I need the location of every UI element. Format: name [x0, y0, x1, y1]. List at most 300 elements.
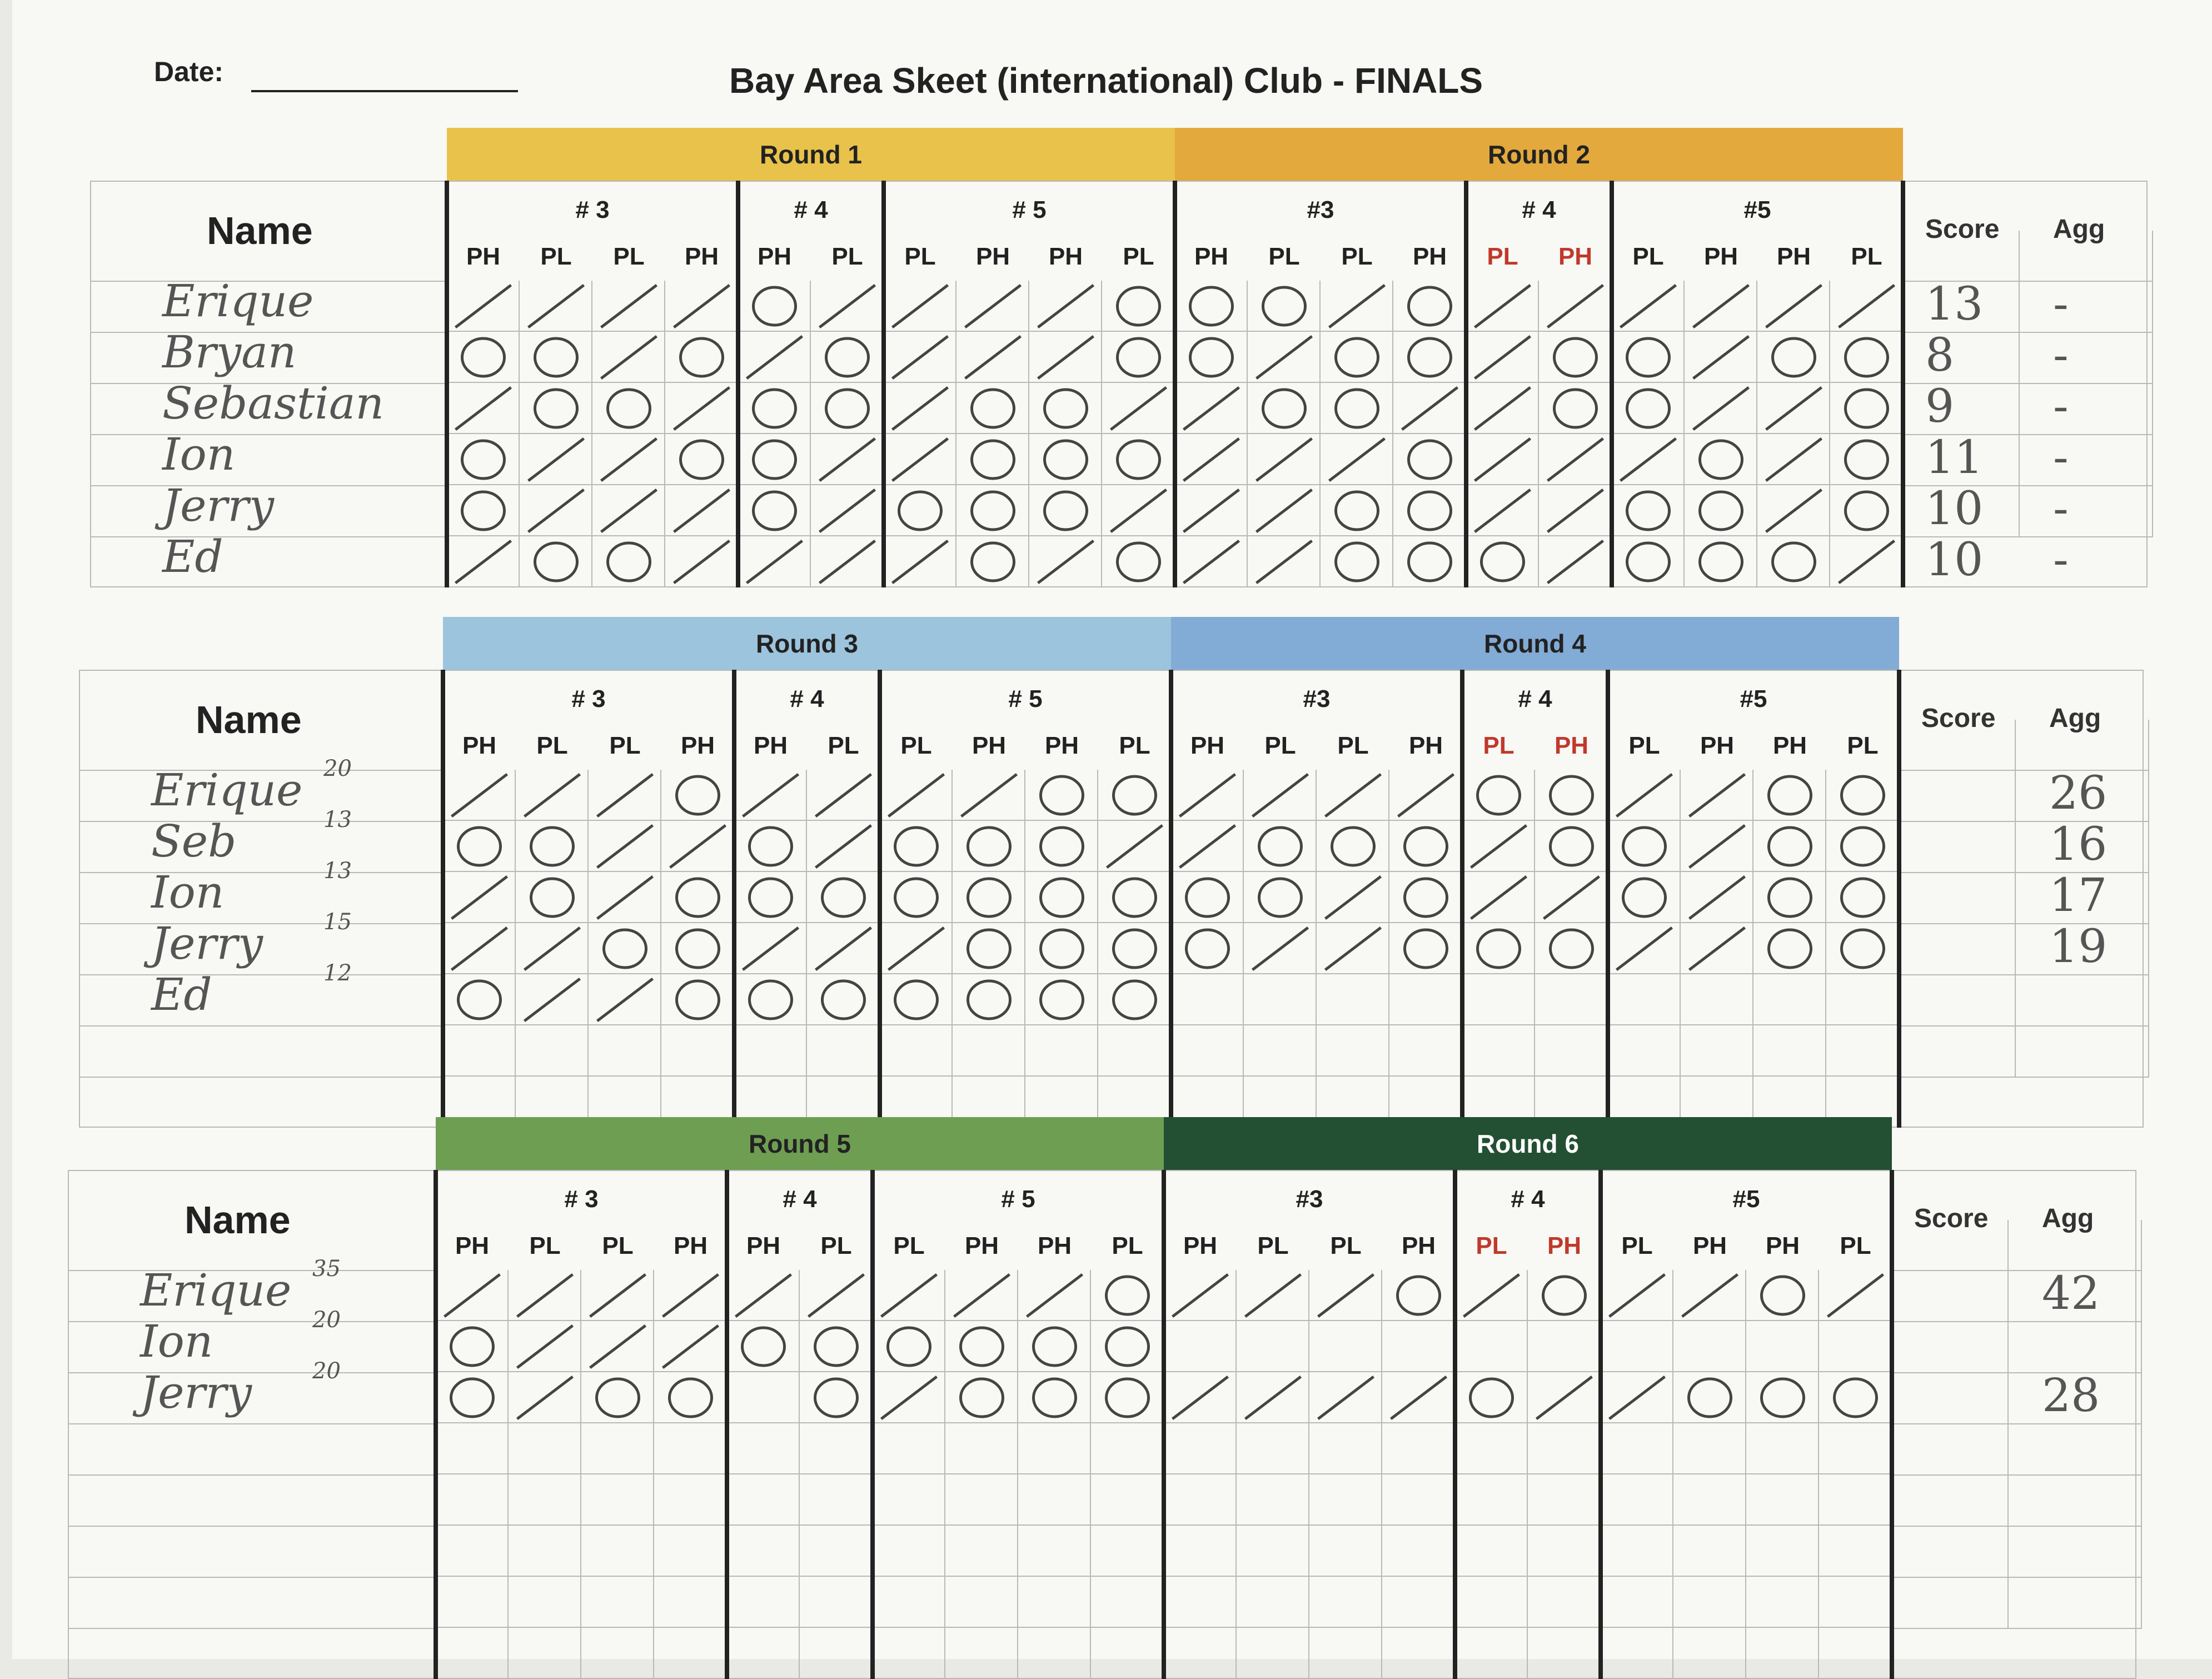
column-label: PH [1401, 1232, 1436, 1259]
miss-mark [597, 1379, 639, 1417]
name-cell [68, 1476, 436, 1527]
agg-value: - [2053, 534, 2069, 586]
station-label: # 4 [790, 685, 824, 713]
shooter-name: Jerry [140, 1367, 252, 1418]
shooter-name: Jerry [162, 480, 275, 531]
miss-mark [531, 879, 574, 916]
miss-mark [1773, 338, 1815, 376]
miss-mark [451, 1379, 494, 1417]
score-cell [1455, 1474, 1528, 1526]
score-cell [1091, 1628, 1164, 1679]
miss-mark [888, 1328, 930, 1366]
miss-mark [1627, 390, 1670, 427]
hit-mark [1253, 928, 1308, 970]
column-label: PL [536, 732, 568, 759]
miss-mark [1398, 1277, 1440, 1314]
miss-mark [1689, 1379, 1731, 1417]
score-cell [654, 1628, 727, 1679]
station-label: # 5 [1012, 196, 1047, 223]
shooter-subtotal: 13 [323, 858, 352, 884]
miss-mark [1041, 776, 1083, 814]
station-label: #3 [1307, 196, 1334, 223]
miss-mark [1041, 930, 1083, 968]
score-cell-total [1892, 1527, 2009, 1578]
score-column-header: Score [1914, 1204, 1989, 1233]
score-cell [1237, 1628, 1309, 1679]
column-label: PH [684, 243, 719, 270]
score-cell [1746, 1474, 1819, 1526]
miss-mark [1835, 1379, 1877, 1417]
score-cell [1746, 1628, 1819, 1679]
agg-column-header: Agg [2049, 704, 2101, 733]
miss-mark [895, 879, 938, 916]
hit-mark [809, 1274, 864, 1317]
miss-mark [750, 879, 792, 916]
hit-mark [816, 774, 871, 816]
column-label: PH [1408, 732, 1443, 759]
score-cell [509, 1526, 581, 1577]
miss-mark [1107, 1277, 1149, 1314]
hit-mark [674, 285, 730, 327]
shooter-name: Erique [151, 764, 303, 816]
score-cell [509, 1628, 581, 1679]
score-cell [581, 1628, 654, 1679]
miss-mark [754, 441, 796, 479]
hit-mark [743, 928, 799, 970]
score-cell [1601, 1423, 1673, 1474]
name-cell [79, 822, 443, 873]
shot-marks-row [447, 434, 1903, 485]
column-label: PL [1632, 243, 1664, 270]
miss-mark [1409, 492, 1451, 530]
agg-value: - [2053, 278, 2069, 331]
hit-mark [1471, 876, 1527, 919]
hit-mark [601, 490, 657, 532]
column-label: PL [609, 732, 641, 759]
hit-mark [517, 1377, 573, 1419]
miss-mark [535, 390, 577, 427]
shooter-name: Ion [140, 1316, 213, 1367]
hit-mark [1471, 825, 1527, 868]
miss-mark [1623, 879, 1666, 916]
score-cell [1819, 1474, 1892, 1526]
miss-mark [972, 390, 1014, 427]
score-cell [800, 1628, 873, 1679]
miss-mark [462, 441, 505, 479]
miss-mark [1769, 828, 1811, 865]
score-cell [1309, 1628, 1382, 1679]
hit-mark [889, 774, 944, 816]
agg-cell [2009, 1578, 2142, 1629]
column-label: PH [964, 1232, 999, 1259]
score-cell [1528, 1423, 1601, 1474]
hit-mark [816, 928, 871, 970]
hit-mark [965, 336, 1021, 378]
agg-cell [2020, 333, 2153, 384]
column-divider [1453, 1170, 1457, 1679]
hit-mark [674, 387, 730, 430]
hit-mark [1107, 825, 1163, 868]
score-cell [1673, 1423, 1746, 1474]
agg-cell [2020, 486, 2153, 537]
miss-mark [968, 930, 1010, 968]
shooter-name: Erique [162, 275, 314, 327]
score-cell [661, 1025, 734, 1077]
score-cell [1608, 1025, 1681, 1077]
miss-mark [677, 776, 719, 814]
miss-mark [823, 981, 865, 1019]
score-cell [1018, 1628, 1091, 1679]
hit-mark [1548, 439, 1603, 481]
miss-mark [1263, 287, 1306, 325]
hit-mark [965, 285, 1021, 327]
hit-mark [674, 490, 730, 532]
miss-mark [1190, 287, 1233, 325]
column-label: PL [1257, 1232, 1289, 1259]
hit-mark [1693, 285, 1749, 327]
score-cell [1382, 1628, 1455, 1679]
miss-mark [968, 981, 1010, 1019]
score-cell [1164, 1628, 1237, 1679]
station-label: # 4 [1511, 1185, 1545, 1213]
miss-mark [1405, 879, 1447, 916]
name-cell [79, 720, 443, 771]
score-cell [1528, 1474, 1601, 1526]
hit-mark [597, 774, 653, 816]
agg-cell [2020, 435, 2153, 486]
miss-mark [531, 828, 574, 865]
score-cell [1244, 1025, 1317, 1077]
hit-mark [1617, 928, 1672, 970]
miss-mark [823, 879, 865, 916]
miss-mark [1114, 930, 1156, 968]
hit-mark [525, 774, 580, 816]
miss-mark [1107, 1379, 1149, 1417]
miss-mark [1114, 879, 1156, 916]
score-cell [1025, 1025, 1098, 1077]
score-cell [1601, 1474, 1673, 1526]
score-cell [1309, 1526, 1382, 1577]
miss-mark [1409, 441, 1451, 479]
shooter-subtotal: 13 [323, 807, 352, 833]
hit-mark [1184, 439, 1239, 481]
score-cell [1819, 1628, 1892, 1679]
score-cell [1819, 1577, 1892, 1628]
hit-mark [525, 979, 580, 1021]
name-cell [68, 1220, 436, 1271]
shot-marks-row [447, 485, 1903, 536]
score-cell [1382, 1577, 1455, 1628]
hit-mark [1111, 490, 1167, 532]
hit-mark [820, 490, 875, 532]
hit-mark [1548, 541, 1603, 583]
round-band: Round 5 [436, 1117, 1164, 1170]
agg-value: 26 [2049, 767, 2108, 820]
score-cell [1746, 1526, 1819, 1577]
agg-value: - [2053, 431, 2069, 484]
score-cell [509, 1423, 581, 1474]
column-label: PH [1044, 732, 1079, 759]
column-label: PH [1412, 243, 1447, 270]
column-label: PL [1476, 1232, 1507, 1259]
hit-mark [1180, 825, 1235, 868]
agg-cell [2009, 1527, 2142, 1578]
agg-cell [2009, 1476, 2142, 1527]
station-label: # 4 [783, 1185, 817, 1213]
score-cell-total [1892, 1476, 2009, 1527]
miss-mark [1405, 930, 1447, 968]
miss-mark [1034, 1328, 1076, 1366]
station-label: #5 [1732, 1185, 1760, 1213]
score-cell [1164, 1423, 1237, 1474]
hit-mark [1246, 1377, 1301, 1419]
column-label: PL [900, 732, 932, 759]
miss-mark [535, 543, 577, 581]
miss-mark [750, 981, 792, 1019]
score-cell [1455, 1423, 1528, 1474]
score-cell-total [1899, 771, 2016, 822]
shot-marks-row [436, 1321, 1892, 1372]
miss-mark [1045, 441, 1087, 479]
score-cell [1528, 1577, 1601, 1628]
column-label: PL [1621, 1232, 1653, 1259]
score-cell [1601, 1526, 1673, 1577]
hit-mark [1690, 774, 1745, 816]
score-cell [581, 1526, 654, 1577]
miss-mark [1627, 492, 1670, 530]
score-cell [1819, 1423, 1892, 1474]
hit-mark [1184, 541, 1239, 583]
score-cell [727, 1474, 800, 1526]
hit-mark [1038, 336, 1094, 378]
score-cell [800, 1423, 873, 1474]
score-cell [1746, 1423, 1819, 1474]
hit-mark [452, 876, 507, 919]
hit-mark [1548, 490, 1603, 532]
hit-mark [456, 541, 511, 583]
hit-mark [1257, 490, 1312, 532]
hit-mark [1475, 490, 1531, 532]
miss-mark [1118, 287, 1160, 325]
hit-mark [1621, 439, 1676, 481]
miss-mark [1336, 390, 1378, 427]
hit-mark [1475, 285, 1531, 327]
hit-mark [525, 928, 580, 970]
miss-mark [1041, 981, 1083, 1019]
miss-mark [677, 930, 719, 968]
scoresheet-paper [12, 0, 2212, 1659]
agg-value: 28 [2042, 1369, 2100, 1422]
miss-mark [1773, 543, 1815, 581]
hit-mark [736, 1274, 791, 1317]
station-label: #3 [1296, 1185, 1323, 1213]
column-label: PL [1628, 732, 1660, 759]
score-cell [727, 1526, 800, 1577]
miss-mark [1118, 338, 1160, 376]
miss-mark [1336, 543, 1378, 581]
miss-mark [1336, 492, 1378, 530]
score-cell [1237, 1423, 1309, 1474]
column-label: PL [831, 243, 863, 270]
miss-mark [1336, 338, 1378, 376]
score-cell [1091, 1474, 1164, 1526]
miss-mark [462, 338, 505, 376]
shooter-name: Ion [162, 429, 236, 480]
hit-mark [1326, 928, 1381, 970]
miss-mark [1846, 492, 1888, 530]
miss-mark [1700, 492, 1742, 530]
station-label: # 4 [1522, 196, 1556, 223]
hit-mark [893, 336, 948, 378]
miss-mark [1623, 828, 1666, 865]
shot-marks-row [443, 770, 1899, 821]
shooter-name: Ed [151, 969, 212, 1020]
column-label: PH [1183, 1232, 1218, 1259]
score-cell [436, 1628, 509, 1679]
hit-mark [1326, 876, 1381, 919]
miss-mark [608, 390, 650, 427]
miss-mark [1769, 776, 1811, 814]
score-cell-total [1899, 1027, 2016, 1078]
miss-mark [1041, 879, 1083, 916]
hit-mark [743, 774, 799, 816]
column-label: PH [757, 243, 792, 270]
shooter-subtotal: 15 [323, 909, 352, 935]
score-cell [654, 1526, 727, 1577]
column-label: PL [1330, 1232, 1362, 1259]
score-cell [1382, 1526, 1455, 1577]
score-cell [880, 1025, 953, 1077]
score-cell [1746, 1577, 1819, 1628]
agg-value: - [2053, 329, 2069, 382]
score-cell-total [1892, 1373, 2009, 1424]
miss-mark [1259, 879, 1302, 916]
column-divider [1890, 1170, 1894, 1679]
hit-mark [1839, 285, 1895, 327]
score-cell [1462, 1025, 1535, 1077]
miss-mark [1045, 390, 1087, 427]
miss-mark [670, 1379, 712, 1417]
station-label: # 5 [1008, 685, 1043, 713]
score-cell-total [1903, 384, 2020, 435]
miss-mark [535, 338, 577, 376]
miss-mark [895, 981, 938, 1019]
column-divider [1162, 1170, 1166, 1679]
hit-mark [961, 774, 1017, 816]
score-cell [1673, 1474, 1746, 1526]
shot-marks-row [447, 332, 1903, 383]
shooter-subtotal: 20 [312, 1358, 341, 1384]
score-cell [1819, 1526, 1892, 1577]
miss-mark [1259, 828, 1302, 865]
hit-mark [1253, 774, 1308, 816]
score-cell [1673, 1577, 1746, 1628]
column-label: PL [1487, 243, 1518, 270]
miss-mark [1842, 776, 1884, 814]
name-cell [68, 1527, 436, 1578]
station-label: # 3 [571, 685, 606, 713]
hit-mark [597, 876, 653, 919]
agg-column-header: Agg [2042, 1204, 2094, 1233]
hit-mark [452, 774, 507, 816]
column-label: PL [1119, 732, 1150, 759]
score-cell [1164, 1474, 1237, 1526]
score-cell-total [1899, 924, 2016, 975]
score-cell [873, 1474, 945, 1526]
shooter-name: Ion [151, 866, 225, 918]
column-divider [725, 1170, 729, 1679]
column-label: PL [529, 1232, 561, 1259]
shooter-name: Seb [151, 815, 237, 867]
hit-mark [893, 285, 948, 327]
round-band: Round 6 [1164, 1117, 1892, 1170]
score-cell-total [1892, 1220, 2009, 1271]
miss-mark [972, 543, 1014, 581]
station-label: #3 [1303, 685, 1331, 713]
miss-mark [1107, 1328, 1149, 1366]
hit-mark [747, 541, 803, 583]
miss-mark [459, 828, 501, 865]
station-label: #5 [1743, 196, 1771, 223]
hit-mark [1318, 1377, 1374, 1419]
column-label: PH [1700, 732, 1735, 759]
shooter-subtotal: 12 [323, 960, 352, 986]
column-label: PL [904, 243, 936, 270]
column-label: PL [1483, 732, 1514, 759]
hit-mark [456, 387, 511, 430]
score-cell [436, 1474, 509, 1526]
miss-mark [899, 492, 941, 530]
hit-mark [1318, 1274, 1374, 1317]
miss-mark [895, 828, 938, 865]
miss-mark [608, 543, 650, 581]
hit-mark [529, 439, 584, 481]
score-value: 10 [1925, 482, 1984, 535]
name-cell [68, 1578, 436, 1629]
score-cell [953, 1025, 1025, 1077]
column-label: PH [455, 1232, 490, 1259]
score-cell [1309, 1577, 1382, 1628]
score-cell [1382, 1474, 1455, 1526]
column-divider [870, 1170, 875, 1679]
miss-mark [1332, 828, 1374, 865]
score-cell [945, 1628, 1018, 1679]
score-cell [1091, 1423, 1164, 1474]
hit-mark [456, 285, 511, 327]
miss-mark [1034, 1379, 1076, 1417]
miss-mark [826, 338, 869, 376]
hit-mark [1038, 285, 1094, 327]
miss-mark [1482, 543, 1524, 581]
score-cell-total [1899, 720, 2016, 771]
column-label: PH [1765, 1232, 1800, 1259]
hit-mark [893, 387, 948, 430]
hit-mark [601, 439, 657, 481]
score-cell [1753, 1025, 1826, 1077]
name-column-header: Name [185, 1198, 291, 1242]
miss-mark [681, 441, 723, 479]
hit-mark [601, 285, 657, 327]
score-cell-total [1892, 1271, 2009, 1322]
agg-value: 16 [2049, 818, 2108, 871]
column-label: PH [462, 732, 497, 759]
miss-mark [1478, 776, 1520, 814]
score-cell [1673, 1628, 1746, 1679]
score-cell [581, 1577, 654, 1628]
miss-mark [1846, 441, 1888, 479]
hit-mark [590, 1326, 646, 1368]
miss-mark [451, 1328, 494, 1366]
